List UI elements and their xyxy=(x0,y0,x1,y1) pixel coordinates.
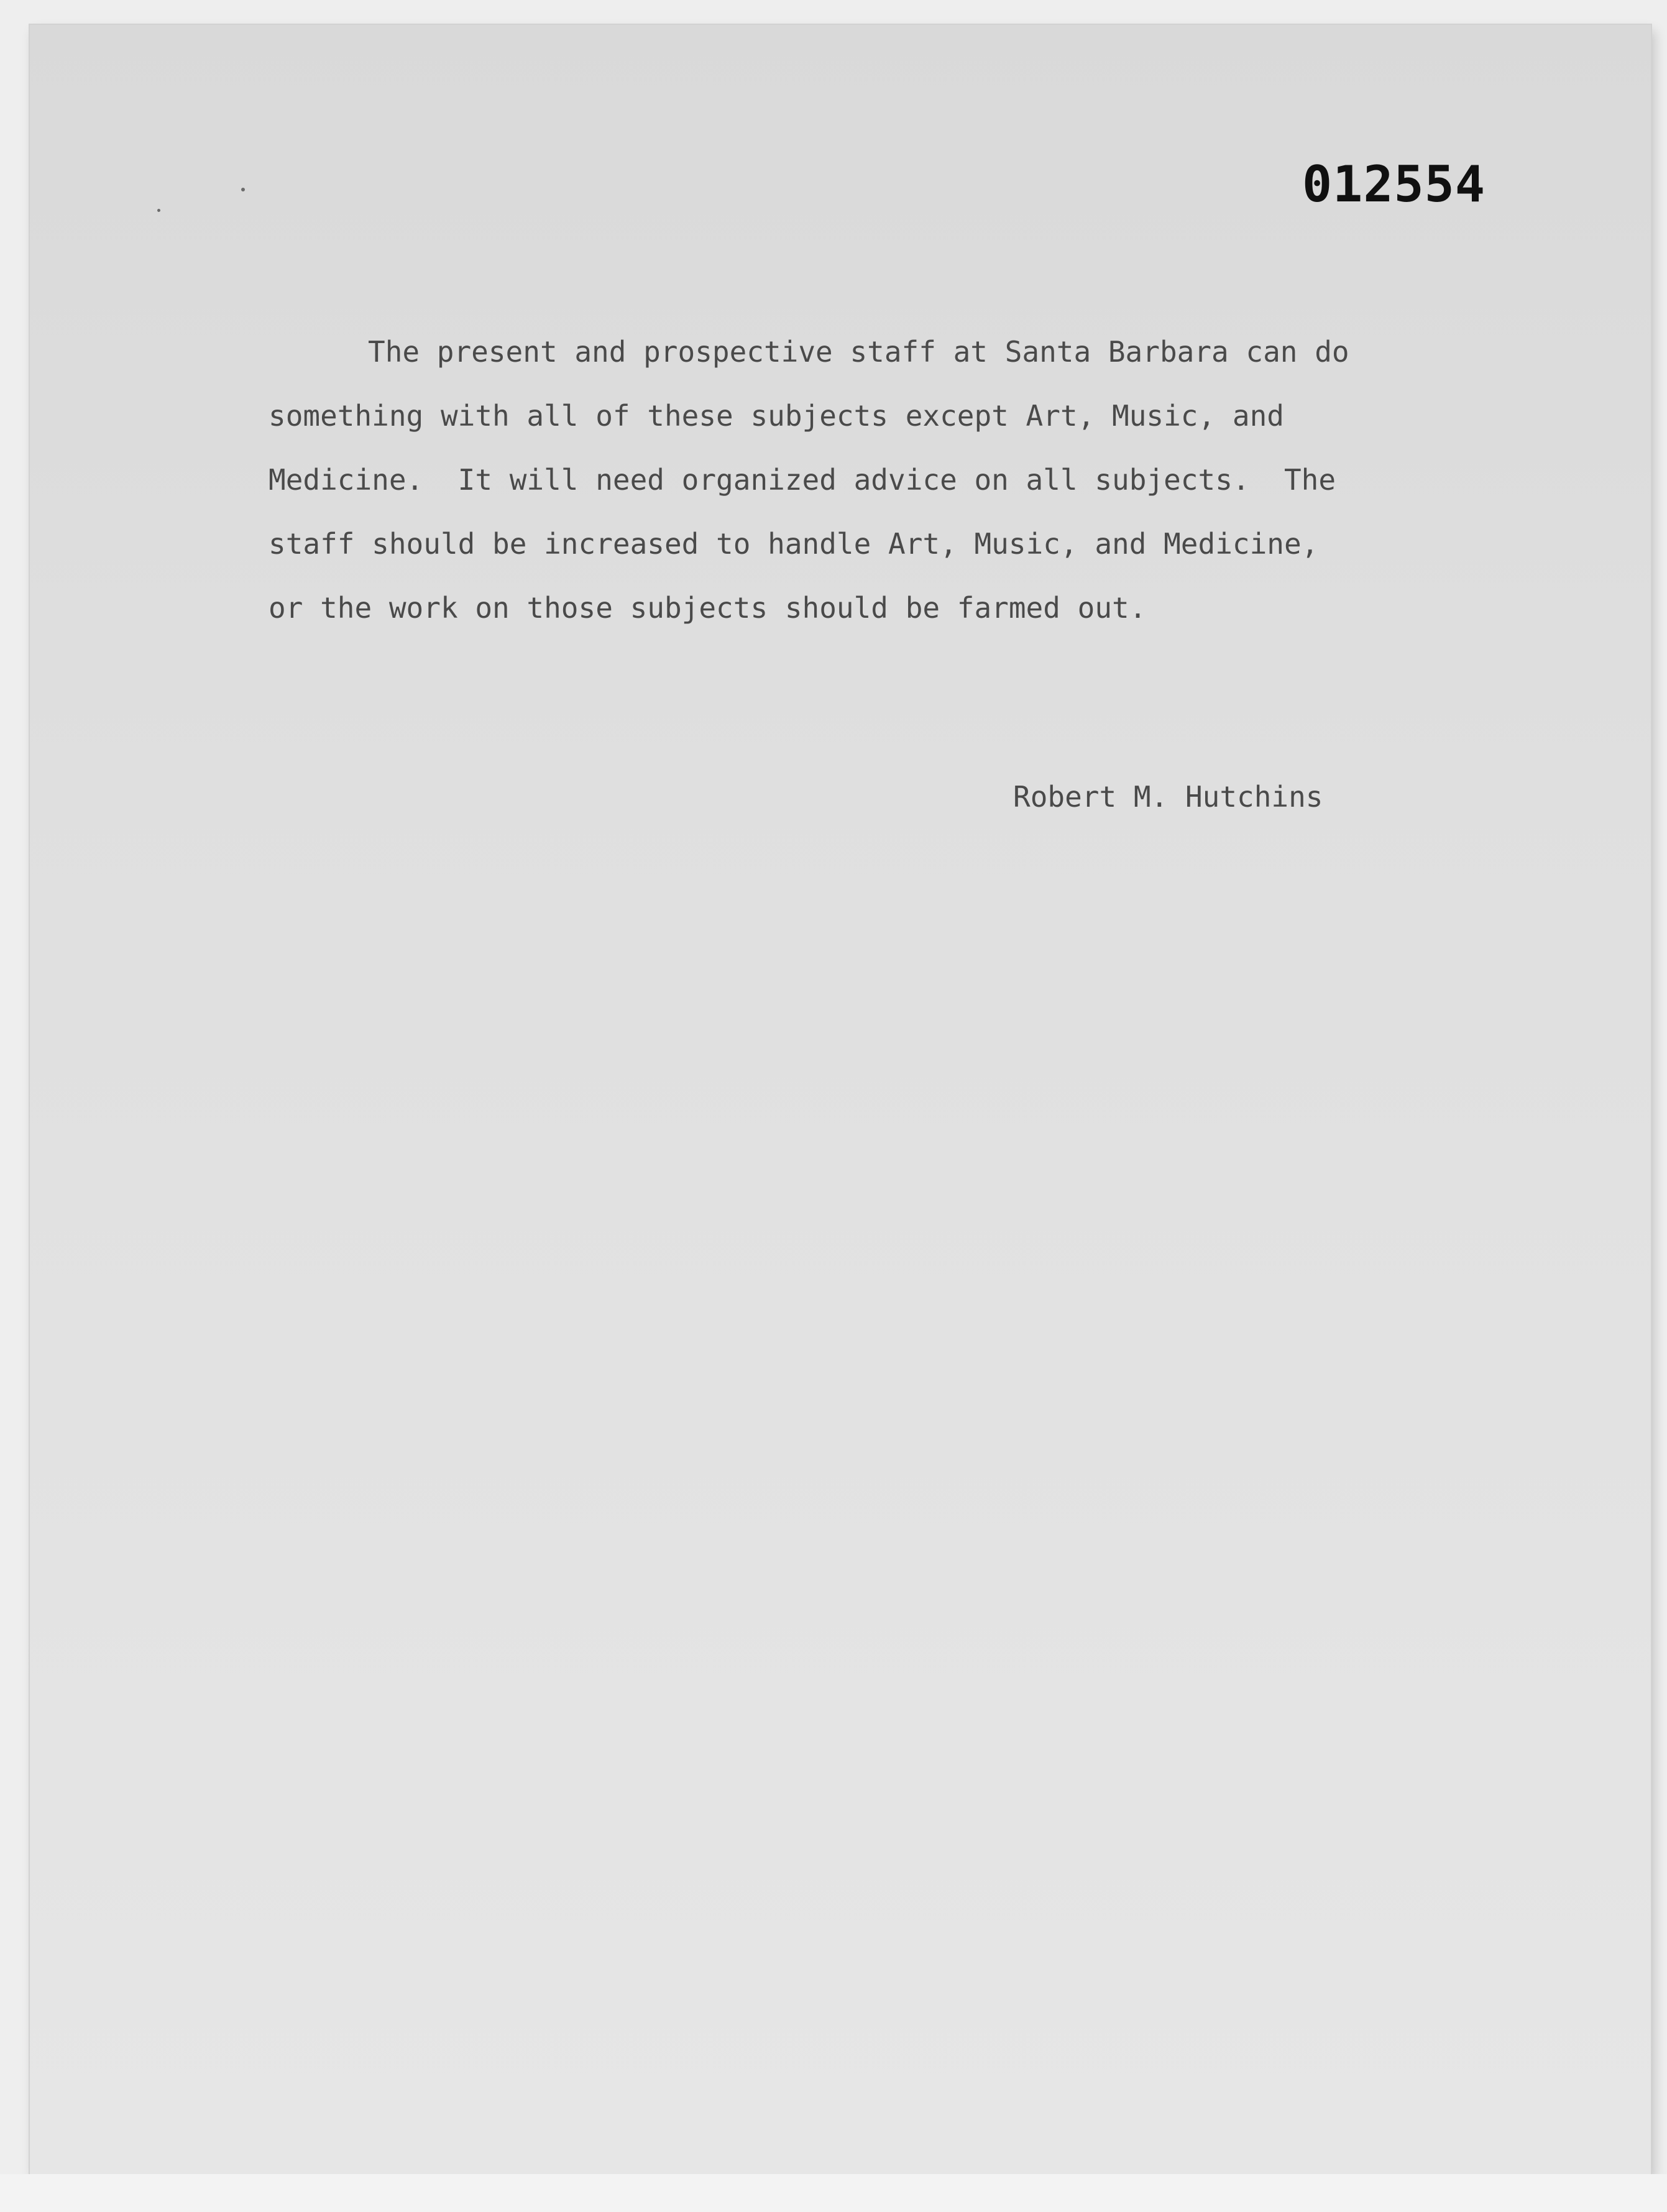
paragraph-line: or the work on those subjects should be farmed out. xyxy=(269,591,1147,625)
paragraph-line: Medicine. It will need organized advice on all subjects. The xyxy=(269,463,1336,497)
paragraph-line: staff should be increased to handle Art, Music, and Medicine, xyxy=(269,527,1319,561)
document-stamp-number: 012554 xyxy=(1302,155,1486,213)
paragraph-line: The present and prospective staff at Santa Barbara can do xyxy=(368,335,1349,369)
page-speck xyxy=(157,209,160,212)
signature-name: Robert M. Hutchins xyxy=(1013,780,1323,814)
body-paragraph xyxy=(269,320,1487,640)
page-speck xyxy=(241,188,245,191)
page-margin xyxy=(0,2174,1667,2212)
paragraph-line: something with all of these subjects except Art, Music, and xyxy=(269,399,1284,433)
